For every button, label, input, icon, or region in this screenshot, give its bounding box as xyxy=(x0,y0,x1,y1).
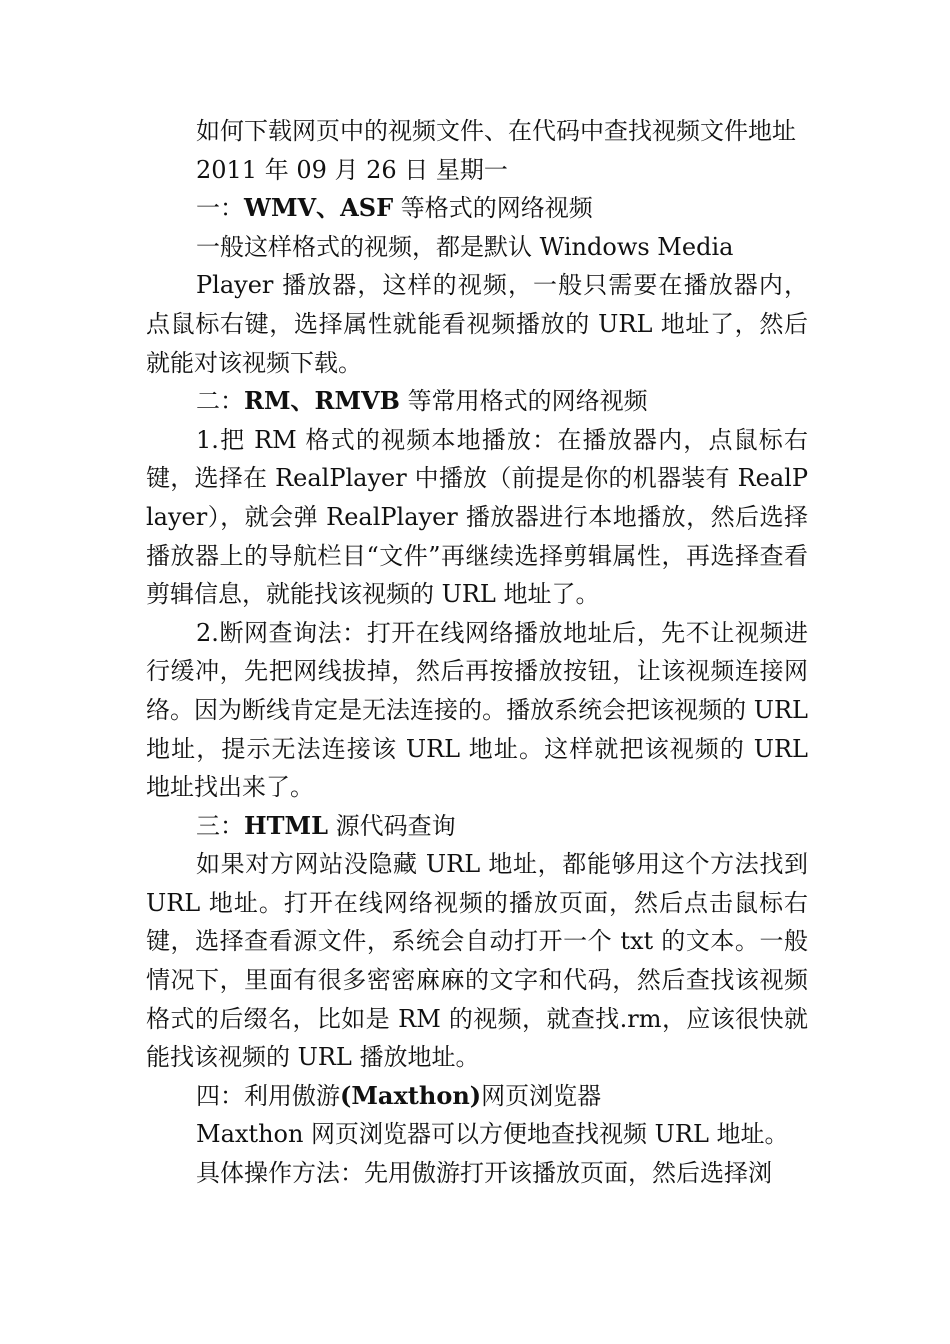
section-1-paragraph-2: Player 播放器，这样的视频，一般只需要在播放器内，点鼠标右键，选择属性就能看视频播放的 URL 地址了，然后就能对该视频下载。 xyxy=(146,271,808,377)
section-heading-suffix: 网页浏览器 xyxy=(481,1081,602,1110)
section-2-paragraph-1: 1.把 RM 格式的视频本地播放：在播放器内，点鼠标右键，选择在 RealPlayer 中播放（前提是你的机器装有 RealPlayer），就会弹 RealPlayer 播放器进行本地播放，然后选择播放器上的导航栏目“文件”再继续选择剪辑属性，再选择查看剪辑信息，就能找该视频的 URL 地址了。 xyxy=(146,425,808,609)
section-heading-bold: (Maxthon) xyxy=(340,1080,482,1110)
section-heading-4 xyxy=(146,1077,808,1116)
section-heading-bold: WMV、ASF xyxy=(244,193,394,223)
section-heading-prefix: 三： xyxy=(196,811,244,840)
section-heading-3 xyxy=(146,807,808,846)
document-title: 如何下载网页中的视频文件、在代码中查找视频文件地址 xyxy=(196,117,796,145)
section-1-paragraph-1: 一般这样格式的视频，都是默认 Windows Media xyxy=(196,232,734,261)
section-2-paragraph-2: 2.断网查询法：打开在线网络播放地址后，先不让视频进行缓冲，先把网线拔掉，然后再按播放按钮，让该视频连接网络。因为断线肯定是无法连接的。播放系统会把该视频的 URL 地址，提示无法连接该 URL 地址。这样就把该视频的 URL 地址找出来了。 xyxy=(146,618,808,802)
document-date: 2011 年 09 月 26 日 星期一 xyxy=(196,155,508,184)
section-heading-prefix: 四：利用傲游 xyxy=(196,1081,340,1110)
section-4-paragraph-2: 具体操作方法：先用傲游打开该播放页面，然后选择浏 xyxy=(196,1159,772,1188)
document-page xyxy=(146,112,808,1193)
section-heading-prefix: 二： xyxy=(196,387,244,416)
section-heading-1 xyxy=(146,189,808,228)
section-heading-suffix: 源代码查询 xyxy=(327,811,456,840)
section-3-paragraph-1: 如果对方网站没隐藏 URL 地址，都能够用这个方法找到 URL 地址。打开在线网络视频的播放页面，然后点击鼠标右键，选择查看源文件，系统会自动打开一个 txt 的文本。一般情况下，里面有很多密密麻麻的文字和代码，然后查找该视频格式的后缀名，比如是 RM 的视频，就查找.rm，应该很快就能找该视频的 URL 播放地址。 xyxy=(146,850,808,1072)
section-heading-2 xyxy=(146,382,808,421)
section-heading-suffix: 等格式的网络视频 xyxy=(393,194,593,223)
section-heading-prefix: 一： xyxy=(196,194,244,223)
section-heading-bold: RM、RMVB xyxy=(244,386,400,416)
section-4-paragraph-1: Maxthon 网页浏览器可以方便地查找视频 URL 地址。 xyxy=(196,1120,789,1149)
section-heading-bold: HTML xyxy=(244,810,328,840)
section-heading-suffix: 等常用格式的网络视频 xyxy=(399,387,648,416)
